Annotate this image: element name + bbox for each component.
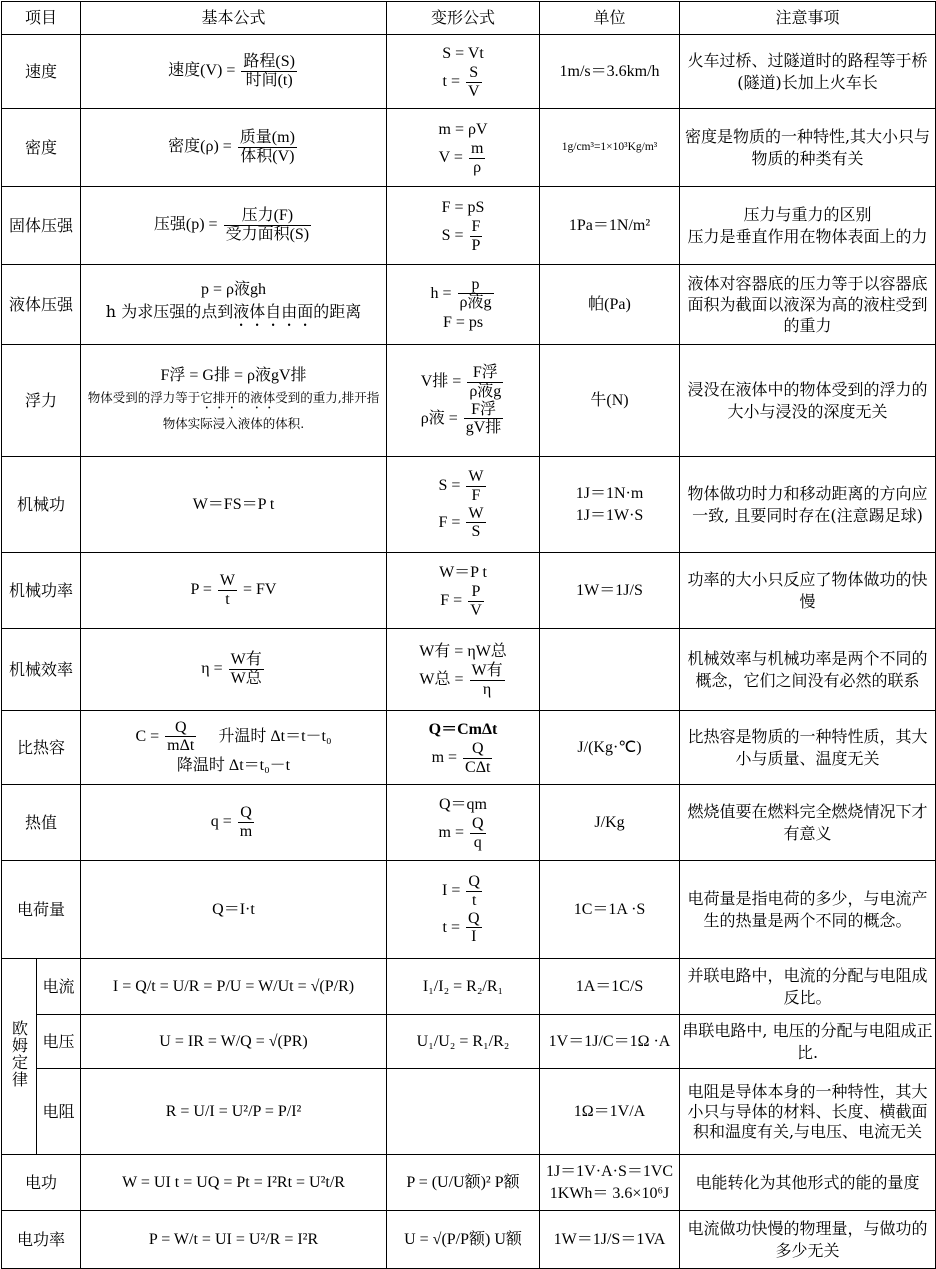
row-name: 电荷量 (2, 861, 81, 959)
unit: 1g/cm³=1×10³Kg/m³ (540, 109, 680, 187)
unit: 1C＝1A ·S (540, 861, 680, 959)
derived-formula (387, 1069, 540, 1155)
table-row-voltage (2, 1015, 936, 1069)
basic-formula: 密度(ρ) = $\frac{\text{质量(m)}}{\text{体积(V)}}$ (81, 109, 387, 187)
derived-formula: U₁/U₂ = R₁/R₂ (387, 1015, 540, 1069)
note: 机械效率与机械功率是两个不同的概念，它们之间没有必然的联系 (680, 629, 936, 711)
row-name: 固体压强 (2, 187, 81, 265)
derived-formula: W有 = ηW总 W总 = $\frac{\text{W有}}{\eta}$ (387, 629, 540, 711)
note: 火车过桥、过隧道时的路程等于桥(隧道)长加上火车长 (680, 35, 936, 109)
row-name: 机械功 (2, 457, 81, 553)
unit: 1V＝1J/C＝1Ω ·A (540, 1015, 680, 1069)
derived-formula: Q＝CmΔt m = $\frac{Q}{\text{CΔt}}$ (387, 711, 540, 785)
header-item: 项目 (2, 2, 81, 35)
derived-formula: U = √(P/P额) U额 (387, 1211, 540, 1269)
basic-formula: W＝FS＝P t (81, 457, 387, 553)
basic-formula: U = IR = W/Q = √(PR) (81, 1015, 387, 1069)
basic-formula: q = $\frac{Q}{m}$ (81, 785, 387, 861)
unit: 1m/s＝3.6km/h (540, 35, 680, 109)
basic-formula: p = ρ液gh h 为求压强的点到液体自由面的距离 (81, 265, 387, 345)
table-row-specific-heat (2, 711, 936, 785)
header-notes: 注意事项 (680, 2, 936, 35)
row-name: 电流 (37, 959, 81, 1015)
note: 浸没在液体中的物体受到的浮力的大小与浸没的深度无关 (680, 345, 936, 457)
table-row-electric-power (2, 1211, 936, 1269)
header-basic-formula: 基本公式 (81, 2, 387, 35)
row-name: 电功 (2, 1155, 81, 1211)
basic-formula: F浮 = G排 = ρ液gV排 物体受到的浮力等于它排开的液体受到的重力,排开指物体实际浸入液体的体积. (81, 345, 387, 457)
note: 燃烧值要在燃料完全燃烧情况下才有意义 (680, 785, 936, 861)
note: 电荷量是指电荷的多少，与电流产生的热量是两个不同的概念。 (680, 861, 936, 959)
derived-formula: I₁/I₂ = R₂/R₁ (387, 959, 540, 1015)
row-name: 机械效率 (2, 629, 81, 711)
unit: 牛(N) (540, 345, 680, 457)
fraction: $\frac{\text{路程(S)}}{\text{时间(t)}}$ (243, 53, 295, 89)
basic-formula: 速度(V) = $\frac{\text{路程(S)}}{\text{时间(t)}}$ (81, 35, 387, 109)
derived-formula: m = ρV V = $\frac{m}{\rho}$ (387, 109, 540, 187)
unit: J/(Kg·℃) (540, 711, 680, 785)
note: 电流做功快慢的物理量，与做功的多少无关 (680, 1211, 936, 1269)
table-row-power (2, 553, 936, 629)
header-row (2, 2, 936, 35)
unit (540, 629, 680, 711)
derived-formula: S = Vt t = $\frac{S}{V}$ (387, 35, 540, 109)
header-derived-formula: 变形公式 (387, 2, 540, 35)
derived-formula: I = $\frac{Q}{t}$ t = $\frac{Q}{I}$ (387, 861, 540, 959)
unit: 1W＝1J/S (540, 553, 680, 629)
row-name: 机械功率 (2, 553, 81, 629)
row-name: 比热容 (2, 711, 81, 785)
note: 比热容是物质的一种特性质，其大小与质量、温度无关 (680, 711, 936, 785)
basic-formula: P = $\frac{W}{t}$ = FV (81, 553, 387, 629)
note: 功率的大小只反应了物体做功的快慢 (680, 553, 936, 629)
table-row-density (2, 109, 936, 187)
note: 并联电路中，电流的分配与电阻成反比。 (680, 959, 936, 1015)
unit: 1J＝1V·A·S＝1VC 1KWh＝ 3.6×10⁶J (540, 1155, 680, 1211)
basic-formula: R = U/I = U²/P = P/I² (81, 1069, 387, 1155)
unit: 1Pa＝1N/m² (540, 187, 680, 265)
derived-formula: h = $\frac{p}{\text{ρ液g}}$ F = ps (387, 265, 540, 345)
unit: 1Ω＝1V/A (540, 1069, 680, 1155)
note: 液体对容器底的压力等于以容器底面积为截面以液深为高的液柱受到的重力 (680, 265, 936, 345)
ohm-law-group-label: 欧姆定律 (2, 959, 37, 1155)
note: 物体做功时力和移动距离的方向应一致, 且要同时存在(注意踢足球) (680, 457, 936, 553)
note: 电能转化为其他形式的能的量度 (680, 1155, 936, 1211)
table-row-solid-pressure (2, 187, 936, 265)
derived-formula: W＝P t F = $\frac{P}{V}$ (387, 553, 540, 629)
derived-formula: S = $\frac{W}{F}$ F = $\frac{W}{S}$ (387, 457, 540, 553)
row-name: 液体压强 (2, 265, 81, 345)
derived-formula: Q＝qm m = $\frac{Q}{q}$ (387, 785, 540, 861)
table-row-charge (2, 861, 936, 959)
table-row-resistance (2, 1069, 936, 1155)
basic-formula: Q＝I·t (81, 861, 387, 959)
note: 密度是物质的一种特性,其大小只与物质的种类有关 (680, 109, 936, 187)
row-name: 热值 (2, 785, 81, 861)
unit: 帕(Pa) (540, 265, 680, 345)
row-name: 电阻 (37, 1069, 81, 1155)
row-name: 电功率 (2, 1211, 81, 1269)
note: 串联电路中, 电压的分配与电阻成正比. (680, 1015, 936, 1069)
basic-formula: P = W/t = UI = U²/R = I²R (81, 1211, 387, 1269)
derived-formula: F = pS S = $\frac{F}{P}$ (387, 187, 540, 265)
note: 压力与重力的区别 压力是垂直作用在物体表面上的力 (680, 187, 936, 265)
table-row-speed (2, 35, 936, 109)
basic-formula: 压强(p) = $\frac{\text{压力(F)}}{\text{受力面积(S)}}$ (81, 187, 387, 265)
derived-formula: V排 = $\frac{\text{F浮}}{\text{ρ液g}}$ ρ液 = $\frac{\text{F浮}}{\text{gV排}}$ (387, 345, 540, 457)
basic-formula: C = $\frac{Q}{\text{mΔt}}$ 升温时 Δt＝t－t₀ 降温时 Δt＝t₀－t (81, 711, 387, 785)
basic-formula: I = Q/t = U/R = P/U = W/Ut = √(P/R) (81, 959, 387, 1015)
table-row-electric-work (2, 1155, 936, 1211)
table-row-buoyancy (2, 345, 936, 457)
note: 电阻是导体本身的一种特性，其大小只与导体的材料、长度、横截面积和温度有关,与电压、电流无关 (680, 1069, 936, 1155)
table-row-heat-value (2, 785, 936, 861)
row-name: 密度 (2, 109, 81, 187)
unit: J/Kg (540, 785, 680, 861)
physics-formula-table (1, 1, 936, 1269)
unit: 1A＝1C/S (540, 959, 680, 1015)
unit: 1J＝1N·m 1J＝1W·S (540, 457, 680, 553)
unit: 1W＝1J/S＝1VA (540, 1211, 680, 1269)
row-name: 浮力 (2, 345, 81, 457)
row-name: 速度 (2, 35, 81, 109)
row-name: 电压 (37, 1015, 81, 1069)
header-unit: 单位 (540, 2, 680, 35)
table-row-current (2, 959, 936, 1015)
table-row-liquid-pressure (2, 265, 936, 345)
basic-formula: η = $\frac{\text{W有}}{\text{W总}}$ (81, 629, 387, 711)
derived-formula: P = (U/U额)² P额 (387, 1155, 540, 1211)
table-row-efficiency (2, 629, 936, 711)
table-row-work (2, 457, 936, 553)
basic-formula: W = UI t = UQ = Pt = I²Rt = U²t/R (81, 1155, 387, 1211)
